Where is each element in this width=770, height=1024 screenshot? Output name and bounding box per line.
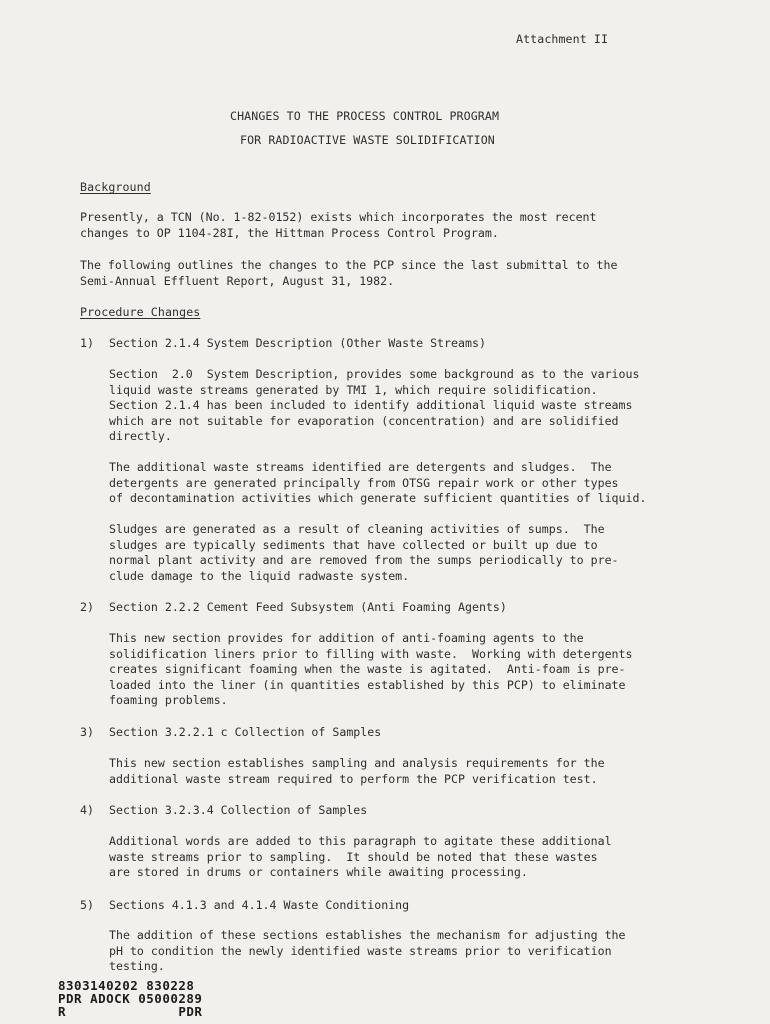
text-line: liquid waste streams generated by TMI 1, which require solidification.	[109, 382, 598, 397]
text-line: This new section provides for addition of anti-foaming agents to the	[109, 631, 584, 645]
text-line: creates significant foaming when the waste is agitated. Anti-foam is pre-	[109, 662, 626, 677]
stamp-line: 8303140202 830228	[58, 978, 195, 993]
item-number: 2)	[80, 600, 94, 614]
text-line: testing.	[109, 959, 165, 974]
item-title: Sections 4.1.3 and 4.1.4 Waste Conditioning	[109, 898, 410, 912]
item-2-para-1	[109, 631, 633, 709]
item-1-para-3	[109, 522, 619, 584]
text-line: The addition of these sections establishes the mechanism for adjusting the	[109, 928, 626, 942]
text-line: Presently, a TCN (No. 1-82-0152) exists which incorporates the most recent	[80, 210, 597, 224]
background-para-1	[80, 210, 597, 241]
item-5-para-1	[109, 928, 626, 975]
stamp-line: PDR ADOCK 05000289	[58, 991, 203, 1006]
item-number: 1)	[80, 336, 94, 350]
text-line: normal plant activity and are removed from the sumps periodically to pre-	[109, 553, 619, 568]
background-para-2	[80, 258, 617, 289]
background-heading: Background	[80, 180, 151, 194]
text-line: changes to OP 1104-28I, the Hittman Process Control Program.	[80, 225, 499, 240]
item-1-para-2	[109, 460, 646, 507]
attachment-label: Attachment II	[516, 32, 609, 46]
text-line: This new section establishes sampling and analysis requirements for the	[109, 756, 605, 770]
text-line: directly.	[109, 429, 172, 444]
item-title: Section 3.2.3.4 Collection of Samples	[109, 803, 368, 817]
text-line: clude damage to the liquid radwaste system.	[109, 568, 410, 583]
text-line: loaded into the liner (in quantities established by this PCP) to eliminate	[109, 677, 626, 692]
text-line: Section 2.0 System Description, provides some background as to the various	[109, 367, 640, 381]
text-line: Section 2.1.4 has been included to identify additional liquid waste streams	[109, 398, 633, 413]
text-line: detergents are generated principally from OTSG repair work or other types	[109, 475, 619, 490]
text-line: solidification liners prior to filling with waste. Working with detergents	[109, 646, 633, 661]
stamp-line: R PDR	[58, 1004, 203, 1019]
text-line: additional waste stream required to perform the PCP verification test.	[109, 771, 598, 786]
document-control-stamp	[58, 979, 202, 1018]
item-number: 3)	[80, 725, 94, 739]
item-title: Section 2.1.4 System Description (Other Waste Streams)	[109, 336, 486, 350]
text-line: foaming problems.	[109, 693, 228, 708]
text-line: Semi-Annual Effluent Report, August 31, 1982.	[80, 273, 395, 288]
title-line-1: CHANGES TO THE PROCESS CONTROL PROGRAM	[230, 109, 500, 123]
title-line-2: FOR RADIOACTIVE WASTE SOLIDIFICATION	[240, 133, 495, 147]
text-line: which are not suitable for evaporation (concentration) and are solidified	[109, 413, 619, 428]
item-title: Section 3.2.2.1 c Collection of Samples	[109, 725, 382, 739]
text-line: of decontamination activities which generate sufficient quantities of liquid.	[109, 491, 647, 506]
text-line: The additional waste streams identified are detergents and sludges. The	[109, 460, 612, 474]
item-number: 5)	[80, 898, 94, 912]
text-line: The following outlines the changes to the PCP since the last submittal to the	[80, 258, 618, 272]
text-line: waste streams prior to sampling. It should be noted that these wastes	[109, 849, 598, 864]
item-1-para-1	[109, 367, 639, 445]
item-number: 4)	[80, 803, 94, 817]
item-title: Section 2.2.2 Cement Feed Subsystem (Anti Foaming Agents)	[109, 600, 507, 614]
text-line: are stored in drums or containers while awaiting processing.	[109, 865, 528, 880]
item-4-para-1	[109, 834, 612, 881]
text-line: Sludges are generated as a result of cleaning activities of sumps. The	[109, 522, 605, 536]
item-3-para-1	[109, 756, 605, 787]
text-line: sludges are typically sediments that have collected or built up due to	[109, 537, 598, 552]
text-line: pH to condition the newly identified waste streams prior to verification	[109, 943, 612, 958]
procedure-heading: Procedure Changes	[80, 305, 201, 319]
text-line: Additional words are added to this paragraph to agitate these additional	[109, 834, 612, 848]
